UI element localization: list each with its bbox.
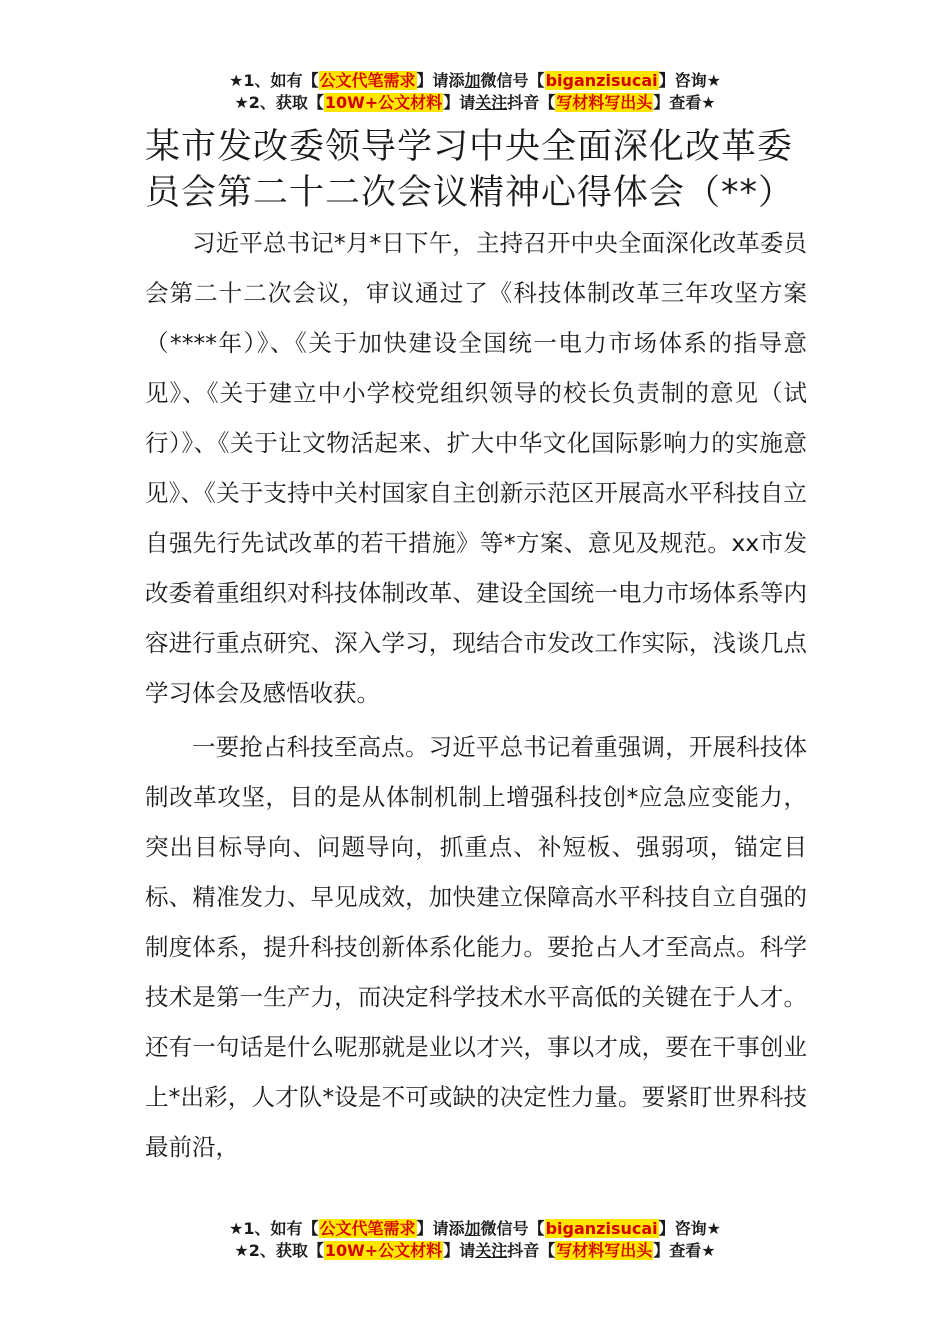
- promo-text: 】咨询★: [658, 71, 721, 90]
- promo-text: 】请: [443, 93, 476, 112]
- promo-highlight: 写材料写出头: [556, 1241, 653, 1260]
- promo-text: 】请添: [416, 1219, 465, 1238]
- promo-text: 微信号【: [480, 1219, 545, 1238]
- promo-highlight: 公文代笔需求: [319, 71, 416, 90]
- promo-banner-top: [0, 70, 950, 114]
- promo-line-2: [0, 92, 950, 114]
- promo-text: ★2、获取【: [234, 93, 324, 112]
- promo-line-2: [0, 1240, 950, 1262]
- promo-line-1: [0, 70, 950, 92]
- promo-highlight: 公文代笔需求: [319, 1219, 416, 1238]
- promo-text: ★1、如有【: [229, 1219, 319, 1238]
- promo-text: 微信号【: [480, 71, 545, 90]
- promo-highlight: biganzisucai: [545, 71, 658, 90]
- promo-text: 】咨询★: [658, 1219, 721, 1238]
- promo-text: 】请添: [416, 71, 465, 90]
- document-title: 某市发改委领导学习中央全面深化改革委员会第二十二次会议精神心得体会（**）: [145, 127, 795, 213]
- promo-highlight: 10W+公文材料: [324, 1241, 443, 1260]
- promo-text: 】查看★: [653, 93, 716, 112]
- document-body: [145, 218, 807, 1176]
- promo-text: 】请: [443, 1241, 476, 1260]
- promo-underlined: 关注: [475, 1241, 508, 1260]
- promo-highlight: 写材料写出头: [556, 93, 653, 112]
- promo-text: 】查看★: [653, 1241, 716, 1260]
- promo-text: ★2、获取【: [234, 1241, 324, 1260]
- promo-highlight: 10W+公文材料: [324, 93, 443, 112]
- promo-text: 抖音【: [507, 1241, 556, 1260]
- promo-text: ★1、如有【: [229, 71, 319, 90]
- promo-underlined: 关注: [475, 93, 508, 112]
- paragraph-1: 习近平总书记*月*日下午，主持召开中央全面深化改革委员会第二十二次会议，审议通过了《科技体制改革三年攻坚方案（****年）》、《关于加快建设全国统一电力市场体系的指导意见》、《关于建立中小学校党组织领导的校长负责制的意见（试行）》、《关于让文物活起来、扩大中华文化国际影响力的实施意见》、《关于支持中关村国家自主创新示范区开展高水平科技自立自强先行先试改革的若干措施》等*方案、意见及规范。xx市发改委着重组织对科技体制改革、建设全国统一电力市场体系等内容进行重点研究、深入学习，现结合市发改工作实际，浅谈几点学习体会及感悟收获。: [145, 229, 807, 707]
- promo-line-1: [0, 1218, 950, 1240]
- promo-highlight: biganzisucai: [545, 1219, 658, 1238]
- promo-underlined: 加: [464, 71, 481, 90]
- promo-banner-bottom: [0, 1218, 950, 1262]
- promo-underlined: 加: [464, 1219, 481, 1238]
- promo-text: 抖音【: [507, 93, 556, 112]
- paragraph-2: 一要抢占科技至高点。习近平总书记着重强调，开展科技体制改革攻坚，目的是从体制机制上增强科技创*应急应变能力，突出目标导向、问题导向，抓重点、补短板、强弱项，锚定目标、精准发力、早见成效，加快建立保障高水平科技自立自强的制度体系，提升科技创新体系化能力。要抢占人才至高点。科学技术是第一生产力，而决定科学技术水平高低的关键在于人才。还有一句话是什么呢那就是业以才兴，事以才成，要在干事创业上*出彩，人才队*设是不可或缺的决定性力量。要紧盯世界科技最前沿，: [145, 733, 807, 1161]
